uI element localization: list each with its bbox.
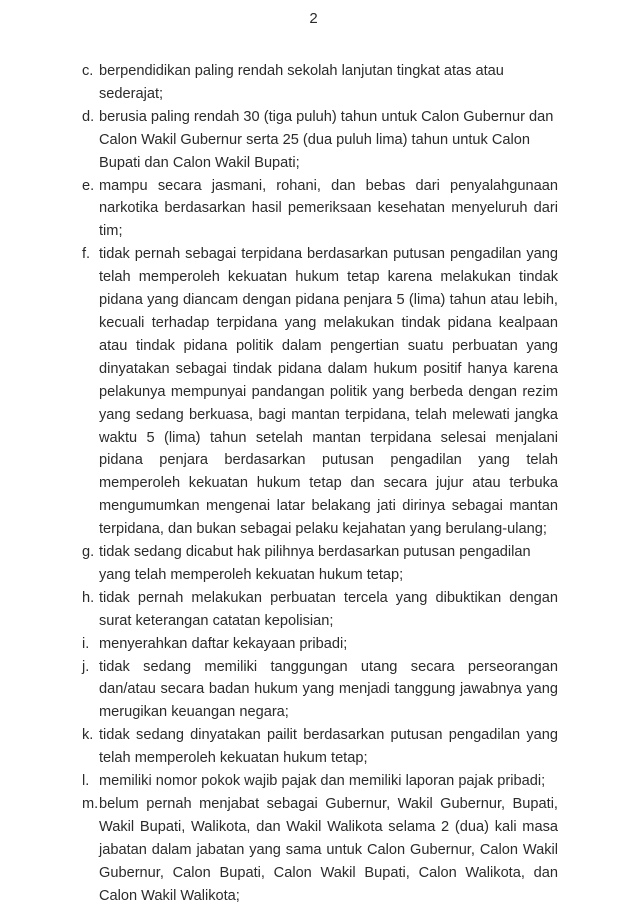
item-label: c. [82,63,94,79]
item-text: menyerahkan daftar kekayaan pribadi; [99,635,348,652]
item-label: k. [82,727,94,744]
list-item-e [82,175,558,244]
item-text: belum pernah menjabat sebagai Gubernur, Wakil Gubernur, Bupati, Wakil Bupati, Walikota, dan Wakil Walikota selama 2 (dua) kali masa jabatan dalam jabatan yang sama untuk Calon Gubernur, Calon Wakil Gubernur, Calon Bupati, Calon Wakil Bupati, Calon Walikota, dan Calon Wakil Walikota; [99,796,558,904]
item-text: tidak pernah sebagai terpidana berdasarkan putusan pengadilan yang telah memperoleh kekuatan hukum tetap karena melakukan tindak pidana yang diancam dengan pidana penjara 5 (lima) tahun atau lebih, kecuali terhadap terpidana yang melakukan tindak pidana kealpaan atau tindak pidana politik dalam pengertian suatu perbuatan yang dinyatakan sebagai tindak pidana dalam hukum positif hanya karena pelakunya mempunyai pandangan politik yang berbeda dengan rezim yang sedang berkuasa, bagi mantan terpidana, telah melewati jangka waktu 5 (lima) tahun setelah mantan terpidana selesai menjalani pidana penjara berdasarkan putusan pengadilan yang telah memperoleh kekuatan hukum tetap dan secara jujur atau terbuka mengumumkan mengenai latar belakang jati dirinya sebagai mantan terpidana, dan bukan sebagai pelaku kejahatan yang berulang-ulang; [99,246,558,538]
item-text: tidak sedang memiliki tanggungan utang secara perseorangan dan/atau secara badan hukum yang menjadi tanggung jawabnya yang merugikan keuangan negara; [99,658,558,721]
item-text: memiliki nomor pokok wajib pajak dan memiliki laporan pajak pribadi; [99,773,546,790]
item-text: tidak pernah melakukan perbuatan tercela yang dibuktikan dengan surat keterangan catatan kepolisian; [99,589,558,629]
list-item-f [82,243,558,541]
item-label: m. [82,796,99,812]
list-item-d [82,106,558,175]
item-text: tidak sedang dinyatakan pailit berdasarkan putusan pengadilan yang telah memperoleh kekuatan hukum tetap; [99,727,558,767]
item-label: i. [82,635,90,652]
item-text: berusia paling rendah 30 (tiga puluh) tahun untuk Calon Gubernur dan Calon Wakil Gubernur serta 25 (dua puluh lima) tahun untuk Calon Bupati dan Calon Wakil Bupati; [99,108,554,171]
item-label: e. [82,177,95,194]
page-number: 2 [309,10,318,27]
list-item-l [82,770,558,793]
list-item-g [82,541,558,587]
item-label: j. [82,658,90,675]
item-label: h. [82,589,95,606]
requirements-list [82,60,558,908]
list-item-m [82,793,558,908]
item-text: mampu secara jasmani, rohani, dan bebas dari penyalahgunaan narkotika berdasarkan hasil pemeriksaan kesehatan menyeluruh dari tim; [99,177,558,240]
item-label: d. [82,108,95,125]
item-label: l. [82,773,90,790]
item-label: f. [82,246,91,263]
list-item-i [82,633,558,656]
item-label: g. [82,544,95,561]
item-text: berpendidikan paling rendah sekolah lanjutan tingkat atas atau sederajat; [99,63,504,102]
list-item-j [82,656,558,725]
list-item-h [82,587,558,633]
list-item-k [82,724,558,770]
item-text: tidak sedang dicabut hak pilihnya berdasarkan putusan pengadilan yang telah memperoleh kekuatan hukum tetap; [99,544,531,583]
list-item-c [82,60,558,106]
